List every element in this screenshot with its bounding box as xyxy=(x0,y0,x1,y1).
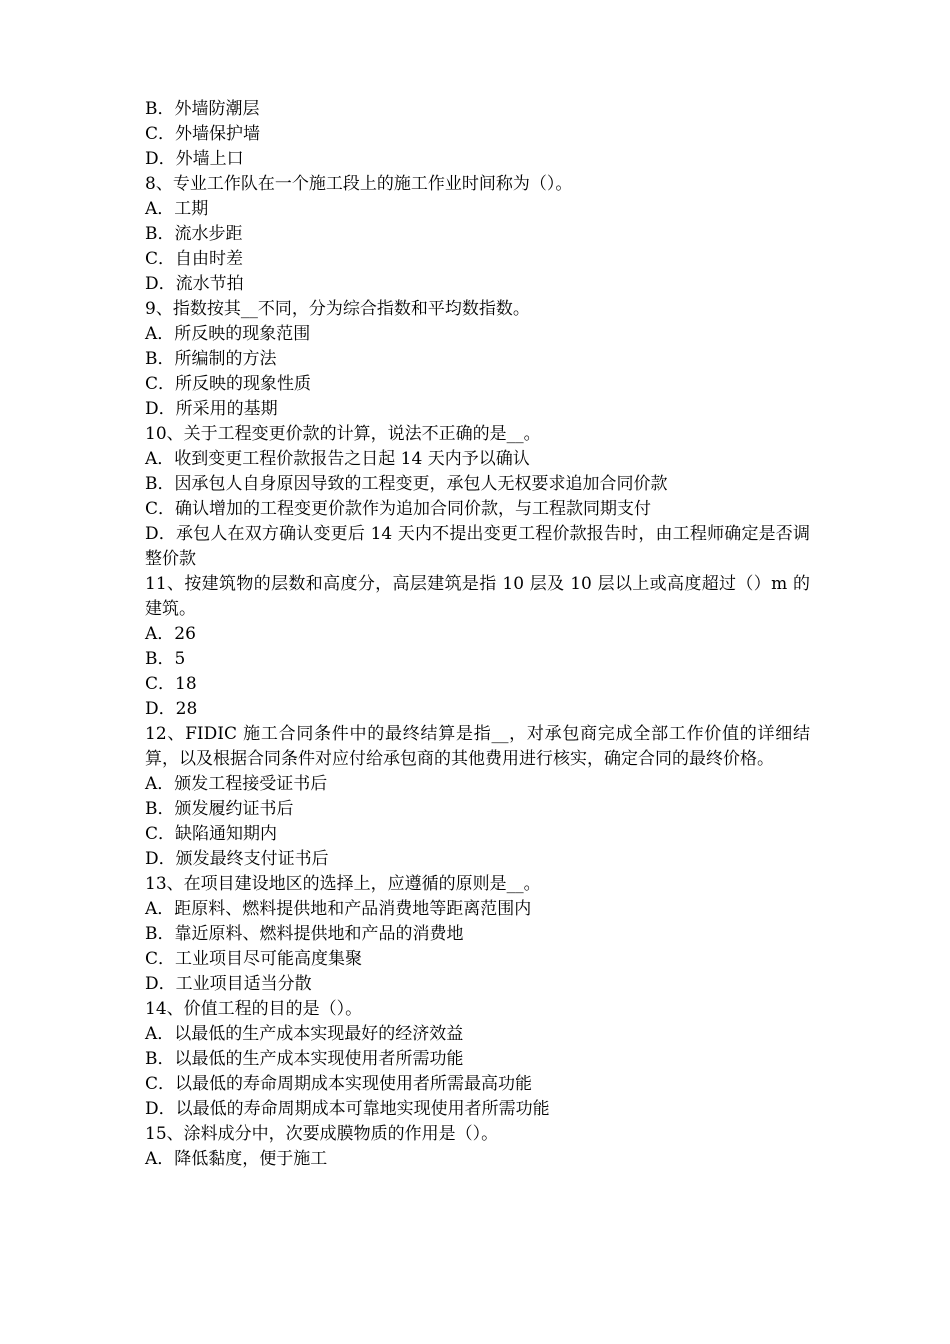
option-a-line: A．距原料、燃料提供地和产品消费地等距离范围内 xyxy=(145,899,532,919)
question-9: 9、指数按其__不同，分为综合指数和平均数指数。 xyxy=(145,299,530,319)
option-b-line: B．流水步距 xyxy=(145,224,243,244)
option-b-line: B．外墙防潮层 xyxy=(145,99,260,119)
option-a-line: A．收到变更工程价款报告之日起 14 天内予以确认 xyxy=(145,449,530,469)
option-d-line: D．流水节拍 xyxy=(145,274,244,294)
question-12: 12、FIDIC 施工合同条件中的最终结算是指__，对承包商完成全部工作价值的详细结算，以及根据合同条件对应付给承包商的其他费用进行核实，确定合同的最终价格。 xyxy=(145,724,810,769)
option-a-line: A．颁发工程接受证书后 xyxy=(145,774,328,794)
option-d-line: D．28 xyxy=(145,699,198,719)
question-15: 15、涂料成分中，次要成膜物质的作用是（）。 xyxy=(145,1124,499,1144)
option-d-line: D．外墙上口 xyxy=(145,149,244,169)
question-11: 11、按建筑物的层数和高度分，高层建筑是指 10 层及 10 层以上或高度超过（）m 的建筑。 xyxy=(145,574,810,619)
option-b-line: B．所编制的方法 xyxy=(145,349,277,369)
option-d-line: D．承包人在双方确认变更后 14 天内不提出变更工程价款报告时，由工程师确定是否调整价款 xyxy=(145,524,810,569)
option-d-line: D．以最低的寿命周期成本可靠地实现使用者所需功能 xyxy=(145,1099,550,1119)
option-b-line: B．颁发履约证书后 xyxy=(145,799,294,819)
option-b-line: B．5 xyxy=(145,649,186,669)
option-b-line: B．靠近原料、燃料提供地和产品的消费地 xyxy=(145,924,464,944)
option-c-line: C．外墙保护墙 xyxy=(145,124,261,144)
option-c-line: C．缺陷通知期内 xyxy=(145,824,278,844)
option-a-line: A．所反映的现象范围 xyxy=(145,324,311,344)
option-c-line: C．自由时差 xyxy=(145,249,244,269)
question-13: 13、在项目建设地区的选择上，应遵循的原则是__。 xyxy=(145,874,541,894)
option-a-line: A．降低黏度，便于施工 xyxy=(145,1149,328,1169)
option-c-line: C．确认增加的工程变更价款作为追加合同价款，与工程款同期支付 xyxy=(145,499,652,519)
option-c-line: C．工业项目尽可能高度集聚 xyxy=(145,949,363,969)
option-a-line: A．工期 xyxy=(145,199,209,219)
question-14: 14、价值工程的目的是（）。 xyxy=(145,999,363,1019)
option-a-line: A．以最低的生产成本实现最好的经济效益 xyxy=(145,1024,464,1044)
option-b-line: B．因承包人自身原因导致的工程变更，承包人无权要求追加合同价款 xyxy=(145,474,668,494)
option-c-line: C．以最低的寿命周期成本实现使用者所需最高功能 xyxy=(145,1074,533,1094)
option-b-line: B．以最低的生产成本实现使用者所需功能 xyxy=(145,1049,464,1069)
question-10: 10、关于工程变更价款的计算，说法不正确的是__。 xyxy=(145,424,541,444)
option-d-line: D．工业项目适当分散 xyxy=(145,974,312,994)
question-8: 8、专业工作队在一个施工段上的施工作业时间称为（）。 xyxy=(145,174,573,194)
option-d-line: D．所采用的基期 xyxy=(145,399,278,419)
option-c-line: C．所反映的现象性质 xyxy=(145,374,312,394)
option-a-line: A．26 xyxy=(145,624,196,644)
option-d-line: D．颁发最终支付证书后 xyxy=(145,849,329,869)
question-text-body xyxy=(145,97,810,1172)
option-c-line: C．18 xyxy=(145,674,197,694)
